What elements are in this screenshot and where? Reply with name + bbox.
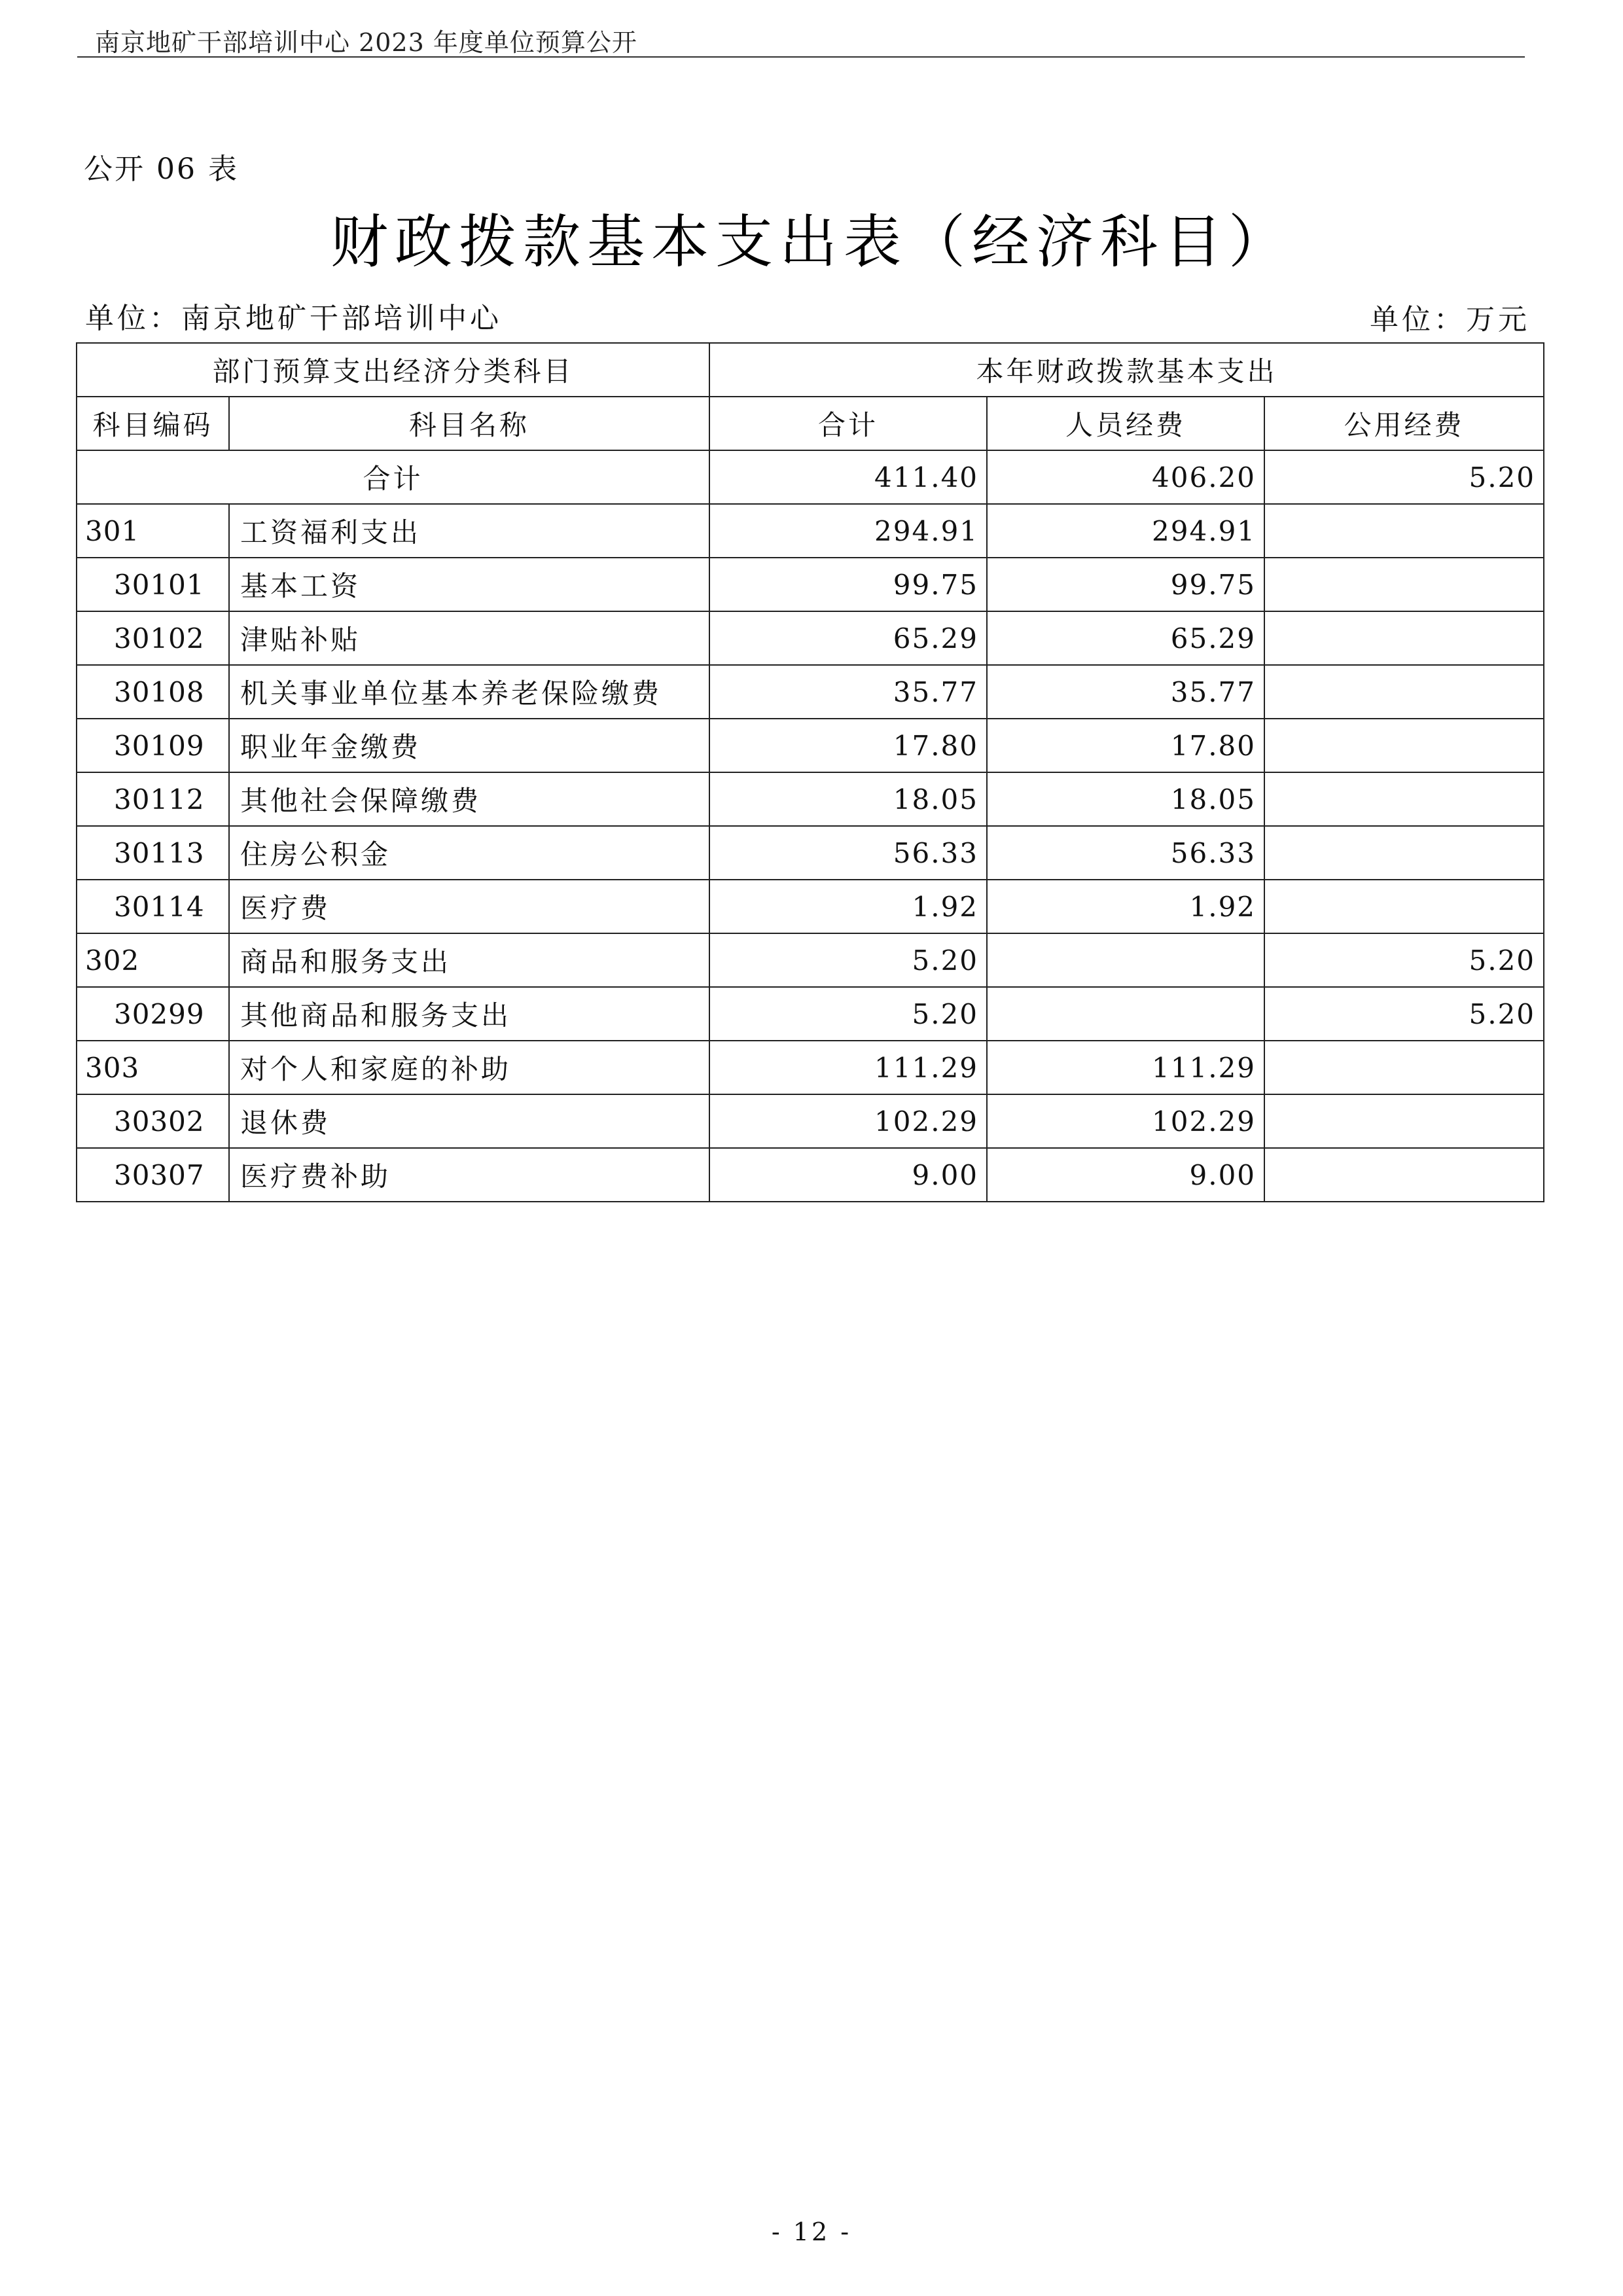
page-title: 财政拨款基本支出表（经济科目） <box>330 208 1293 276</box>
row-code: 30307 <box>77 1148 229 1202</box>
table-column-header-row <box>77 397 1544 450</box>
row-public <box>1264 1094 1544 1148</box>
row-code: 30112 <box>77 772 229 826</box>
column-header-name: 科目名称 <box>229 397 709 450</box>
row-name: 医疗费 <box>229 880 709 933</box>
row-name: 职业年金缴费 <box>229 719 709 772</box>
row-personnel: 99.75 <box>987 558 1264 611</box>
row-total: 1.92 <box>709 880 987 933</box>
column-header-code: 科目编码 <box>77 397 229 450</box>
table-row <box>77 558 1544 611</box>
table-row <box>77 772 1544 826</box>
column-header-public: 公用经费 <box>1264 397 1544 450</box>
row-public <box>1264 611 1544 665</box>
table-row <box>77 933 1544 987</box>
total-personnel: 406.20 <box>987 450 1264 504</box>
table-row <box>77 826 1544 880</box>
row-total: 17.80 <box>709 719 987 772</box>
row-personnel <box>987 933 1264 987</box>
table-row <box>77 1041 1544 1094</box>
page-number: - 12 - <box>771 2217 852 2246</box>
column-header-personnel: 人员经费 <box>987 397 1264 450</box>
row-public <box>1264 665 1544 719</box>
table-row <box>77 880 1544 933</box>
row-code: 30108 <box>77 665 229 719</box>
row-name: 退休费 <box>229 1094 709 1148</box>
row-name: 对个人和家庭的补助 <box>229 1041 709 1094</box>
row-total: 99.75 <box>709 558 987 611</box>
expenditure-table <box>76 342 1544 1202</box>
row-public <box>1264 719 1544 772</box>
row-name: 基本工资 <box>229 558 709 611</box>
row-public <box>1264 558 1544 611</box>
row-name: 津贴补贴 <box>229 611 709 665</box>
row-name: 机关事业单位基本养老保险缴费 <box>229 665 709 719</box>
row-code: 303 <box>77 1041 229 1094</box>
row-personnel: 294.91 <box>987 504 1264 558</box>
unit-currency: 单位：万元 <box>1370 303 1530 336</box>
row-name: 住房公积金 <box>229 826 709 880</box>
row-code: 30102 <box>77 611 229 665</box>
table-group-header-row <box>77 343 1544 397</box>
running-header: 南京地矿干部培训中心 2023 年度单位预算公开 <box>95 28 637 57</box>
total-amount: 411.40 <box>709 450 987 504</box>
row-total: 111.29 <box>709 1041 987 1094</box>
table-row <box>77 1148 1544 1202</box>
row-code: 30113 <box>77 826 229 880</box>
row-total: 9.00 <box>709 1148 987 1202</box>
unit-organization: 单位：南京地矿干部培训中心 <box>85 302 502 335</box>
row-public: 5.20 <box>1264 933 1544 987</box>
row-name: 医疗费补助 <box>229 1148 709 1202</box>
row-public: 5.20 <box>1264 987 1544 1041</box>
row-public <box>1264 504 1544 558</box>
column-header-total: 合计 <box>709 397 987 450</box>
row-total: 294.91 <box>709 504 987 558</box>
group-header-appropriation: 本年财政拨款基本支出 <box>709 343 1544 397</box>
row-personnel: 18.05 <box>987 772 1264 826</box>
total-label: 合计 <box>77 450 709 504</box>
table-row <box>77 1094 1544 1148</box>
table-row <box>77 987 1544 1041</box>
row-code: 30114 <box>77 880 229 933</box>
table-row <box>77 611 1544 665</box>
row-code: 30101 <box>77 558 229 611</box>
row-name: 其他社会保障缴费 <box>229 772 709 826</box>
row-name: 其他商品和服务支出 <box>229 987 709 1041</box>
row-personnel <box>987 987 1264 1041</box>
row-personnel: 56.33 <box>987 826 1264 880</box>
row-total: 102.29 <box>709 1094 987 1148</box>
row-public <box>1264 1041 1544 1094</box>
row-total: 5.20 <box>709 987 987 1041</box>
table-total-row <box>77 450 1544 504</box>
row-personnel: 1.92 <box>987 880 1264 933</box>
table-row <box>77 504 1544 558</box>
row-code: 301 <box>77 504 229 558</box>
row-total: 65.29 <box>709 611 987 665</box>
row-code: 30299 <box>77 987 229 1041</box>
row-total: 56.33 <box>709 826 987 880</box>
table-row <box>77 665 1544 719</box>
total-public: 5.20 <box>1264 450 1544 504</box>
row-public <box>1264 1148 1544 1202</box>
row-total: 18.05 <box>709 772 987 826</box>
row-personnel: 17.80 <box>987 719 1264 772</box>
row-code: 30109 <box>77 719 229 772</box>
row-personnel: 35.77 <box>987 665 1264 719</box>
group-header-classification: 部门预算支出经济分类科目 <box>77 343 709 397</box>
row-public <box>1264 772 1544 826</box>
row-name: 工资福利支出 <box>229 504 709 558</box>
row-public <box>1264 826 1544 880</box>
row-code: 30302 <box>77 1094 229 1148</box>
row-total: 35.77 <box>709 665 987 719</box>
row-total: 5.20 <box>709 933 987 987</box>
table-row <box>77 719 1544 772</box>
row-personnel: 111.29 <box>987 1041 1264 1094</box>
row-personnel: 65.29 <box>987 611 1264 665</box>
row-code: 302 <box>77 933 229 987</box>
header-divider <box>77 56 1525 58</box>
row-personnel: 102.29 <box>987 1094 1264 1148</box>
row-public <box>1264 880 1544 933</box>
row-personnel: 9.00 <box>987 1148 1264 1202</box>
row-name: 商品和服务支出 <box>229 933 709 987</box>
table-number: 公开 06 表 <box>84 152 239 186</box>
